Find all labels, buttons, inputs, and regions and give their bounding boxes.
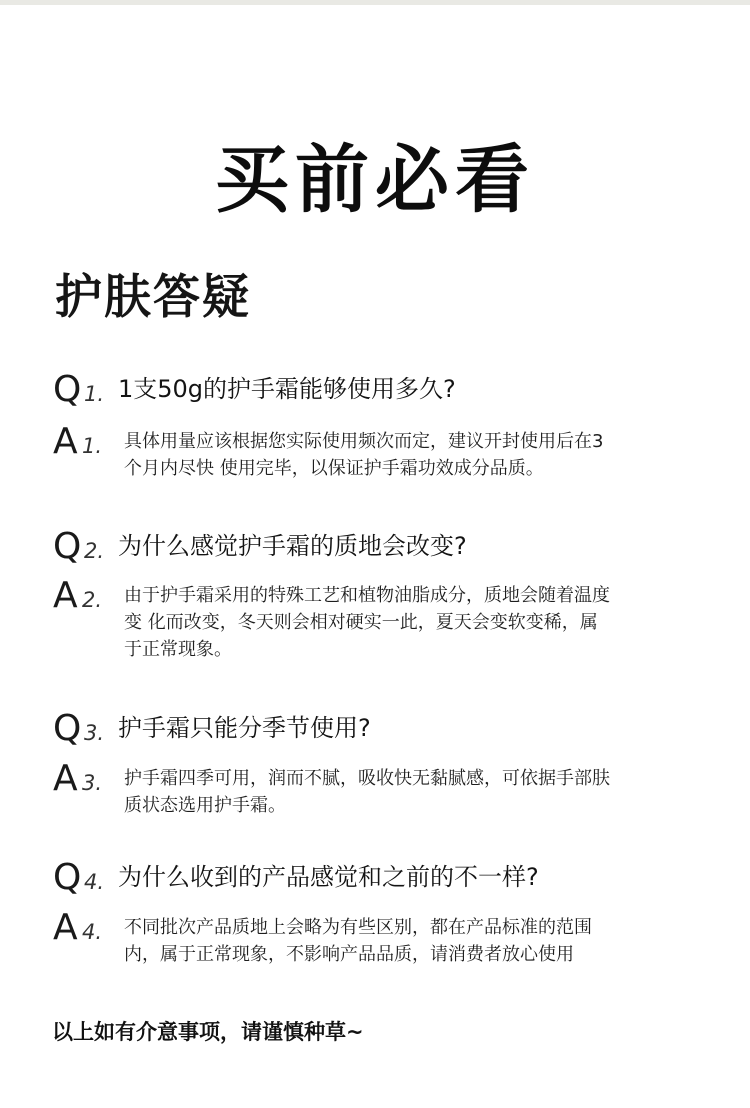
answer-number: 4.	[82, 920, 103, 944]
answer-line: 于正常现象。	[124, 639, 232, 660]
answer-marker: A	[53, 758, 78, 799]
question-text: 1支50g的护手霜能够使用多久?	[118, 375, 456, 403]
answer-text	[124, 428, 684, 482]
answer-text	[124, 582, 684, 663]
question-marker: Q	[53, 857, 82, 898]
answer-number: 1.	[82, 434, 103, 458]
answer-marker: A	[53, 907, 78, 948]
qa-item-3	[0, 708, 750, 816]
question-number: 4.	[84, 870, 105, 894]
qa-item-4	[0, 857, 750, 965]
answer-line: 护手霜四季可用，润而不腻，吸收快无黏腻感，可依据手部肤	[124, 768, 610, 789]
answer-number: 2.	[82, 588, 103, 612]
qa-item-1	[0, 369, 750, 479]
answer-row	[0, 907, 750, 965]
answer-line: 内，属于正常现象，不影响产品品质，请消费者放心使用	[124, 944, 574, 965]
answer-line: 由于护手霜采用的特殊工艺和植物油脂成分，质地会随着温度	[124, 585, 610, 606]
question-row	[0, 709, 750, 749]
question-number: 3.	[84, 721, 105, 745]
footer-note: 以上如有介意事项，请谨慎种草~	[52, 1020, 364, 1044]
question-marker: Q	[53, 369, 82, 410]
question-marker: Q	[53, 708, 82, 749]
section-title: 护肤答疑	[55, 270, 251, 325]
question-marker: Q	[53, 526, 82, 567]
qa-item-2	[0, 526, 750, 660]
answer-text	[124, 914, 684, 968]
answer-line: 变 化而改变，冬天则会相对硬实一此，夏天会变软变稀，属	[124, 612, 598, 633]
answer-number: 3.	[82, 771, 103, 795]
answer-line: 具体用量应该根据您实际使用频次而定，建议开封使用后在3	[124, 431, 604, 452]
answer-line: 个月内尽快 使用完毕，以保证护手霜功效成分品质。	[124, 458, 544, 479]
question-text: 为什么感觉护手霜的质地会改变?	[118, 532, 467, 560]
question-number: 2.	[84, 539, 105, 563]
question-text: 为什么收到的产品感觉和之前的不一样?	[118, 863, 539, 891]
answer-line: 不同批次产品质地上会略为有些区别，都在产品标准的范围	[124, 917, 592, 938]
answer-row	[0, 758, 750, 816]
page-title: 买前必看	[215, 137, 535, 223]
answer-row	[0, 421, 750, 479]
top-divider-strip	[0, 0, 750, 5]
answer-marker: A	[53, 575, 78, 616]
question-number: 1.	[84, 382, 105, 406]
question-row	[0, 858, 750, 898]
question-text: 护手霜只能分季节使用?	[118, 714, 371, 742]
question-row	[0, 370, 750, 410]
answer-line: 质状态选用护手霜。	[124, 795, 286, 816]
answer-marker: A	[53, 421, 78, 462]
question-row	[0, 527, 750, 567]
answer-text	[124, 765, 684, 819]
answer-row	[0, 575, 750, 660]
